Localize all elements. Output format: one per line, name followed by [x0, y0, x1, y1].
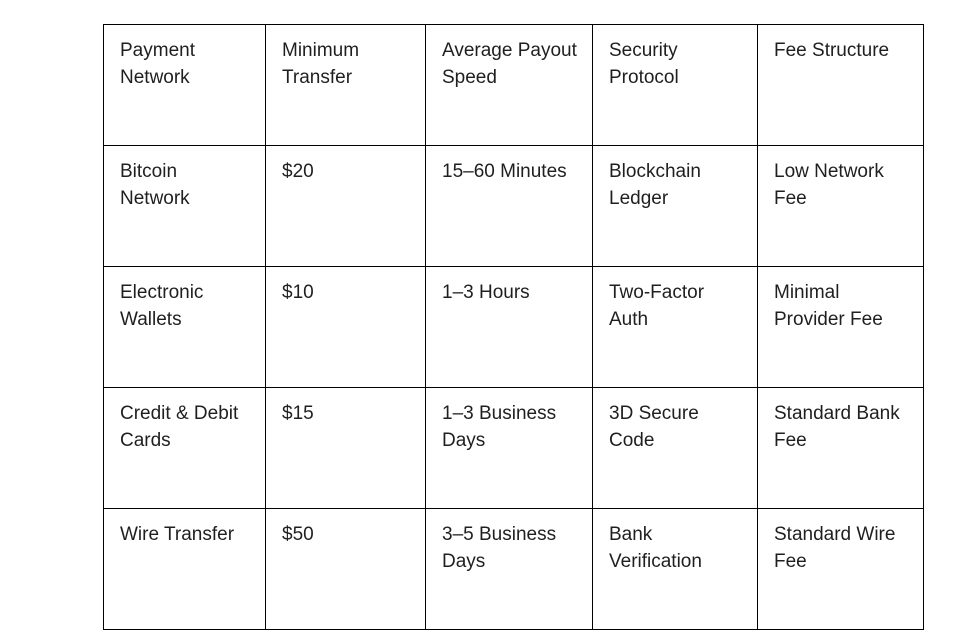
- cell-value: Electronic Wallets: [120, 282, 204, 330]
- header-label: Fee Structure: [774, 40, 890, 61]
- cell-fee-structure: [758, 146, 924, 267]
- header-label: Minimum Transfer: [282, 40, 360, 88]
- cell-value: Minimal Provider Fee: [774, 282, 883, 330]
- cell-value: 1–3 Hours: [442, 282, 530, 303]
- cell-value: Wire Transfer: [120, 524, 235, 545]
- cell-minimum-transfer: [266, 388, 426, 509]
- cell-value: Credit & Debit Cards: [120, 403, 239, 451]
- cell-value: $50: [282, 524, 314, 545]
- table-row: [104, 267, 924, 388]
- cell-minimum-transfer: [266, 509, 426, 630]
- cell-value: Two-Factor Auth: [609, 282, 705, 330]
- cell-fee-structure: [758, 267, 924, 388]
- cell-value: Standard Bank Fee: [774, 403, 900, 451]
- cell-payment-network: [104, 388, 266, 509]
- cell-fee-structure: [758, 509, 924, 630]
- header-cell-security-protocol: [593, 25, 758, 146]
- table-row: [104, 388, 924, 509]
- header-cell-minimum-transfer: [266, 25, 426, 146]
- cell-minimum-transfer: [266, 146, 426, 267]
- header-cell-fee-structure: [758, 25, 924, 146]
- header-cell-payment-network: [104, 25, 266, 146]
- cell-value: $10: [282, 282, 314, 303]
- table-header-row: [104, 25, 924, 146]
- table-row: [104, 146, 924, 267]
- cell-value: 3D Secure Code: [609, 403, 699, 451]
- cell-value: $20: [282, 161, 314, 182]
- cell-security-protocol: [593, 388, 758, 509]
- cell-security-protocol: [593, 146, 758, 267]
- cell-security-protocol: [593, 509, 758, 630]
- cell-average-payout-speed: [426, 267, 593, 388]
- cell-value: Blockchain Ledger: [609, 161, 701, 209]
- cell-average-payout-speed: [426, 388, 593, 509]
- cell-value: 1–3 Business Days: [442, 403, 557, 451]
- cell-payment-network: [104, 509, 266, 630]
- cell-value: 15–60 Minutes: [442, 161, 567, 182]
- cell-value: $15: [282, 403, 314, 424]
- header-cell-average-payout-speed: [426, 25, 593, 146]
- cell-fee-structure: [758, 388, 924, 509]
- payment-methods-table: [103, 24, 924, 630]
- header-label: Payment Network: [120, 40, 195, 88]
- cell-average-payout-speed: [426, 146, 593, 267]
- header-label: Average Payout Speed: [442, 40, 577, 88]
- cell-average-payout-speed: [426, 509, 593, 630]
- cell-payment-network: [104, 267, 266, 388]
- cell-minimum-transfer: [266, 267, 426, 388]
- header-label: Security Protocol: [609, 40, 679, 88]
- cell-value: Standard Wire Fee: [774, 524, 896, 572]
- cell-value: 3–5 Business Days: [442, 524, 557, 572]
- cell-security-protocol: [593, 267, 758, 388]
- cell-payment-network: [104, 146, 266, 267]
- cell-value: Bank Verification: [609, 524, 702, 572]
- cell-value: Bitcoin Network: [120, 161, 190, 209]
- cell-value: Low Network Fee: [774, 161, 884, 209]
- table-row: [104, 509, 924, 630]
